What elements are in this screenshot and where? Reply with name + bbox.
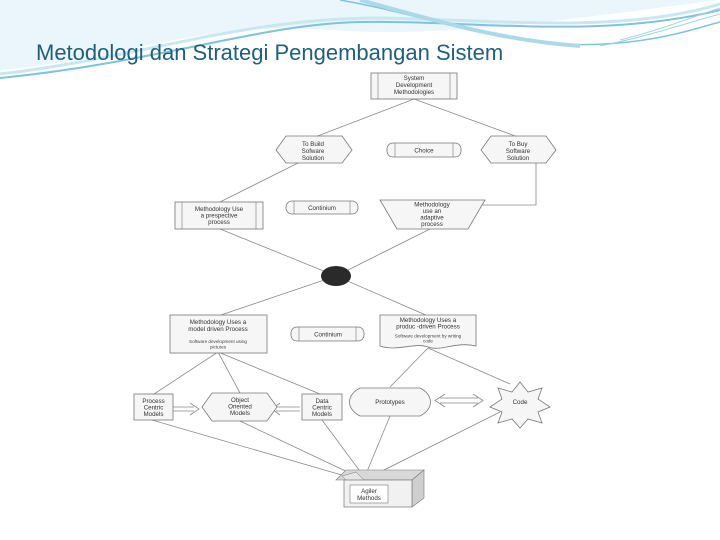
model-note-line-2: pictures bbox=[209, 344, 227, 350]
model-note-line-1: Software development using bbox=[189, 339, 247, 344]
produc-note-line-1: Software development by writing bbox=[394, 333, 462, 339]
object-oriented-line-3: Models bbox=[230, 410, 250, 417]
build-line-3: Solution bbox=[301, 155, 325, 162]
continium-2-label: Continium bbox=[314, 331, 342, 339]
data-centric-line-2: Centric bbox=[312, 404, 332, 412]
root-line-3: Methodologies bbox=[393, 89, 435, 96]
perspective-line-2: a prespective bbox=[200, 212, 238, 220]
to-build-software-node bbox=[276, 136, 352, 163]
model-title-line-1: Methodology Uses a bbox=[189, 319, 247, 326]
code-label: Code bbox=[512, 399, 528, 406]
junction-node bbox=[321, 266, 351, 286]
root-line-2: Development bbox=[395, 82, 433, 89]
product-driven-process-node bbox=[380, 315, 476, 348]
system-development-methodologies-node bbox=[371, 73, 457, 99]
code-node bbox=[490, 382, 550, 428]
prespective-process-node bbox=[175, 202, 263, 229]
buy-line-2: Software bbox=[505, 148, 531, 155]
choice-label: Choice bbox=[414, 147, 434, 155]
buy-line-1: To Buy bbox=[508, 141, 528, 148]
agile-methods-node bbox=[336, 470, 424, 507]
slide-title: Metodologi dan Strategi Pengembangan Sistem bbox=[36, 40, 504, 65]
continium-node-2 bbox=[291, 327, 364, 341]
model-driven-process-node bbox=[170, 315, 267, 353]
process-centric-line-3: Models bbox=[143, 411, 164, 418]
prototypes-label: Prototypes bbox=[375, 399, 405, 406]
adaptive-line-1: Methodology bbox=[414, 201, 450, 209]
object-oriented-models-node bbox=[202, 393, 277, 421]
produc-title-line-1: Methodology Uses a bbox=[399, 317, 457, 324]
object-oriented-line-2: Oriented bbox=[228, 403, 252, 411]
continium-1-label: Continium bbox=[308, 205, 336, 212]
model-title-line-2: model driven Process bbox=[188, 326, 248, 333]
data-centric-models-node bbox=[302, 394, 342, 420]
produc-title-line-2: produc -driven Process bbox=[396, 323, 460, 331]
process-centric-line-2: Centric bbox=[143, 404, 164, 412]
process-centric-models-node bbox=[134, 394, 173, 420]
continium-node-1 bbox=[286, 201, 358, 214]
object-oriented-line-1: Object bbox=[231, 397, 249, 404]
process-centric-line-1: Process bbox=[142, 398, 165, 405]
adaptive-line-3: adaptive bbox=[420, 214, 444, 222]
data-centric-line-3: Models bbox=[312, 411, 332, 418]
prototypes-node bbox=[350, 388, 431, 416]
buy-line-3: Solution bbox=[506, 155, 530, 162]
root-line-1: System bbox=[403, 75, 425, 82]
adaptive-line-4: process bbox=[421, 221, 443, 228]
agile-line-1: Agiler bbox=[361, 488, 377, 495]
data-centric-line-1: Data bbox=[315, 398, 329, 405]
agile-line-2: Methods bbox=[357, 495, 381, 502]
produc-note-line-2: code bbox=[423, 338, 433, 344]
perspective-line-3: process bbox=[208, 219, 230, 226]
build-line-1: To Build bbox=[301, 141, 325, 148]
perspective-line-1: Methodology Use bbox=[194, 206, 244, 213]
choice-node bbox=[387, 143, 461, 157]
adaptive-line-2: use an bbox=[422, 208, 442, 215]
to-buy-software-node bbox=[481, 136, 556, 163]
adaptive-process-node bbox=[380, 200, 485, 229]
build-line-2: Sofware bbox=[301, 148, 325, 155]
